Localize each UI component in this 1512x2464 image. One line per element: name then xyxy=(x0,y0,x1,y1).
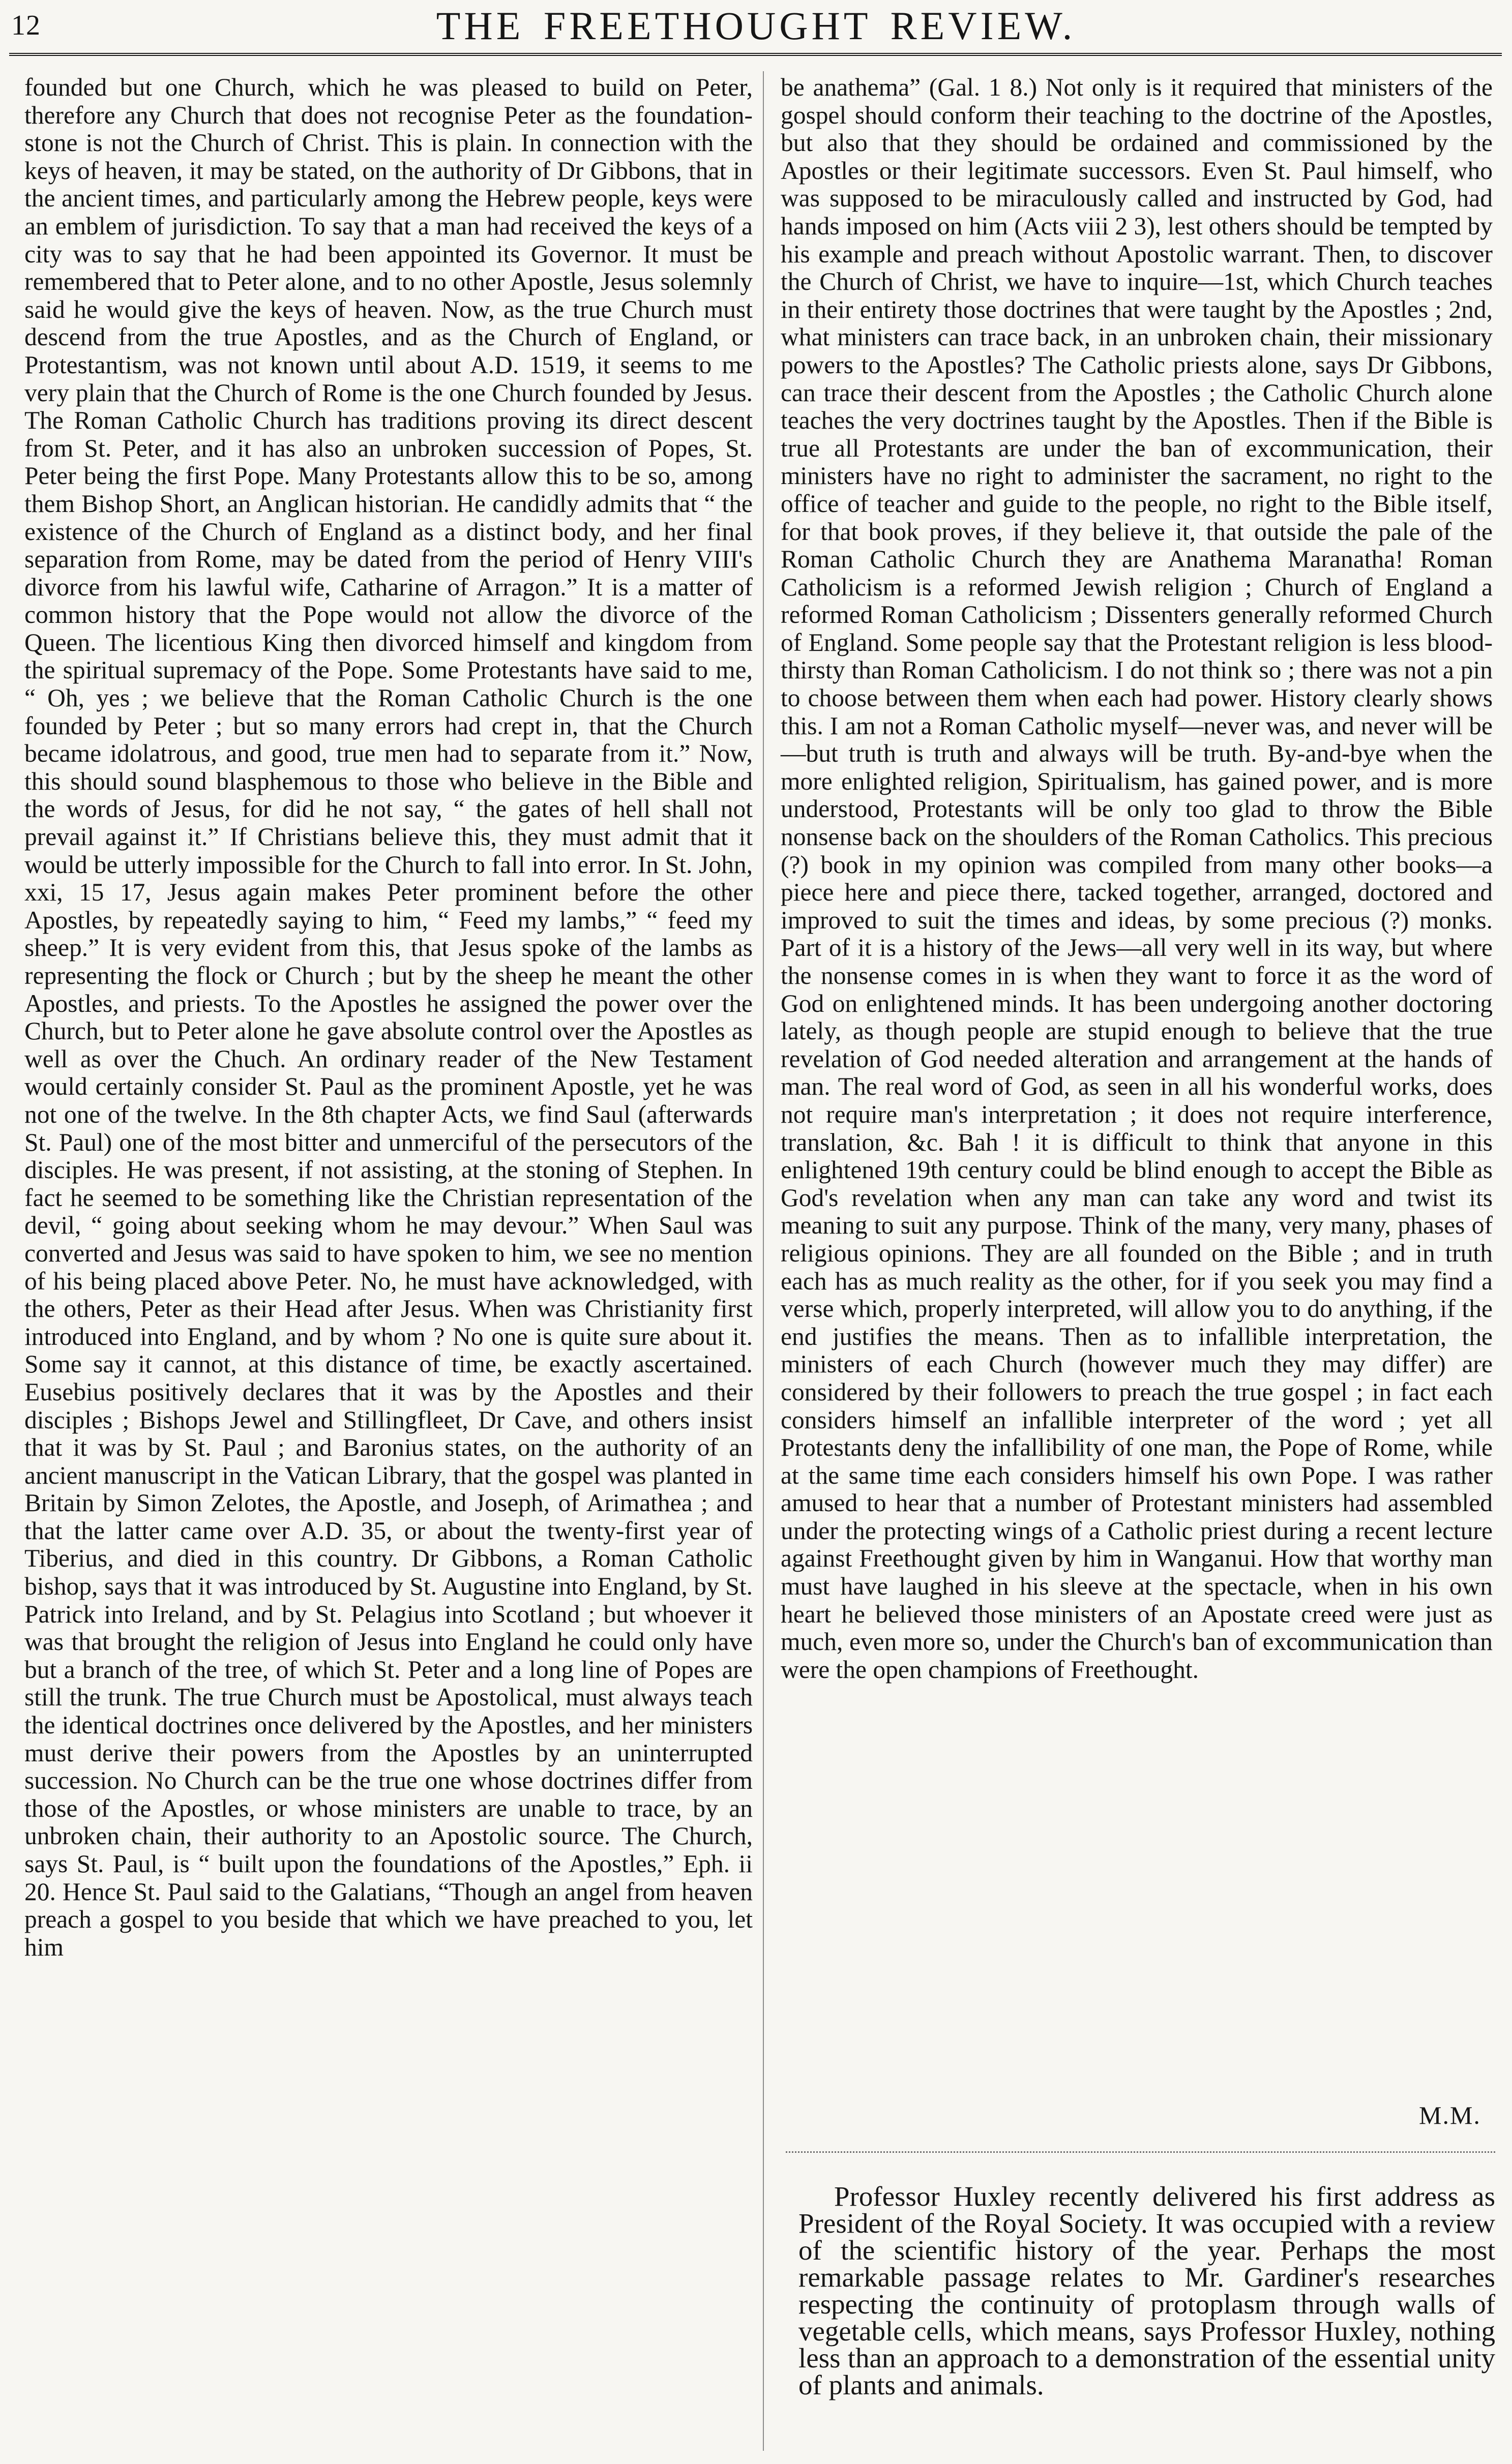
author-signature: M.M. xyxy=(1419,2101,1481,2129)
left-column xyxy=(24,74,753,1961)
right-column-text: be anathema” (Gal. 1 8.) Not only is it required that ministers of the gospel should conform their teaching to the doctrine of the Apostles, but also that they should be ordained and commissioned by the Apostles or their legitimate successors. Even St. Paul himself, who was supposed to be miraculously called and instructed by God, had hands imposed on him (Acts viii 2 3), lest others should be tempted by his example and preach without Apostolic warrant. Then, to discover the Church of Christ, we have to inquire—1st, which Church teaches in their entirety those doctrines that were taught by the Apostles ; 2nd, what ministers can trace back, in an unbroken chain, their missionary powers to the Apostles? The Catholic priests alone, says Dr Gibbons, can trace their descent from the Apostles ; the Catholic Church alone teaches the very doctrines taught by the Apostles. Then if the Bible is true all Protestants are under the ban of excommunication, their ministers have no right to administer the sacrament, no right to the office of teacher and guide to the people, no right to the Bible itself, for that book proves, if they believe it, that outside the pale of the Roman Catholic Church they are Anathema Maranatha! Roman Catholicism is a reformed Jewish religion ; Church of England a reformed Roman Catholicism ; Dissenters generally reformed Church of England. Some people say that the Protestant religion is less blood-thirsty than Roman Catholicism. I do not think so ; there was not a pin to choose between them when each had power. History clearly shows this. I am not a Roman Catholic myself—never was, and never will be—but truth is truth and always will be truth. By-and-bye when the more enlighted religion, Spiritualism, has gained power, and is more understood, Protestants will be only too glad to throw the Bible nonsense back on the shoulders of the Roman Catholics. This precious (?) book in my opinion was compiled from many other books—a piece here and piece there, tacked together, arranged, doctored and improved to suit the times and ideas, by some precious (?) monks. Part of it is a history of the Jews—all very well in its way, but where the nonsense comes in is when they want to force it as the word of God on enlightened minds. It has been undergoing another doctoring lately, as though people are stupid enough to believe that the true revelation of God needed alteration and arrangement at the hands of man. The real word of God, as seen in all his wonderful works, does not require man's interpretation ; it does not require interference, translation, &c. Bah ! it is difficult to think that anyone in this enlightened 19th century could be blind enough to accept the Bible as God's revelation when any man can take any word and twist its meaning to suit any purpose. Think of the many, very many, phases of religious opinions. They are all founded on the Bible ; and in truth each has as much reality as the other, for if you seek you may find a verse which, properly interpreted, will allow you to do anything, if the end justifies the means. Then as to infallible interpretation, the ministers of each Church (however much they may differ) are considered by their followers to preach the true gospel ; in fact each considers himself an infallible interpreter of the word ; yet all Protestants deny the infallibility of one man, the Pope of Rome, while at the same time each considers himself his own Pope. I was rather amused to hear that a number of Protestant ministers had assembled under the protecting wings of a Catholic priest during a recent lecture against Freethought given by him in Wanganui. How that worthy man must have laughed in his sleeve at the spectacle, when in his own heart he believed those ministers of an Apostate creed were just as much, even more so, under the Church's ban of excommunication than were the open champions of Freethought. xyxy=(781,73,1493,1684)
header-rule xyxy=(9,53,1502,56)
huxley-note-text: Professor Huxley recently delivered his first address as President of the Royal Society. It was occupied with a review of the scientific history of the year. Perhaps the most remarkable passage relates to Mr. Gardiner's researches respecting the continuity of protoplasm through walls of vegetable cells, which means, says Professor Huxley, nothing less than an approach to a demonstration of the essential unity of plants and animals. xyxy=(798,2181,1495,2400)
section-separator xyxy=(786,2151,1495,2153)
left-column-text: founded but one Church, which he was pleased to build on Peter, therefore any Church that does not recognise Peter as the foundation-stone is not the Church of Christ. This is plain. In connection with the keys of heaven, it may be stated, on the authority of Dr Gibbons, that in the ancient times, and particularly among the Hebrew people, keys were an emblem of jurisdiction. To say that a man had received the keys of a city was to say that he had been appointed its Governor. It must be remembered that to Peter alone, and to no other Apostle, Jesus solemnly said he would give the keys of heaven. Now, as the true Church must descend from the true Apostles, and as the Church of England, or Protestantism, was not known until about A.D. 1519, it seems to me very plain that the Church of Rome is the one Church founded by Jesus. The Roman Catholic Church has traditions proving its direct descent from St. Peter, and it has also an unbroken succession of Popes, St. Peter being the first Pope. Many Protestants allow this to be so, among them Bishop Short, an Anglican historian. He candidly admits that “ the existence of the Church of England as a distinct body, and her final separation from Rome, may be dated from the period of Henry VIII's divorce from his lawful wife, Catharine of Arragon.” It is a matter of common history that the Pope would not allow the divorce of the Queen. The licentious King then divorced himself and kingdom from the spiritual supremacy of the Pope. Some Protestants have said to me, “ Oh, yes ; we believe that the Roman Catholic Church is the one founded by Peter ; but so many errors had crept in, that the Church became idolatrous, and good, true men had to separate from it.” Now, this should sound blasphemous to those who believe in the Bible and the words of Jesus, for did he not say, “ the gates of hell shall not prevail against it.” If Christians believe this, they must admit that it would be utterly impossible for the Church to fall into error. In St. John, xxi, 15 17, Jesus again makes Peter prominent before the other Apostles, by repeatedly saying to him, “ Feed my lambs,” “ feed my sheep.” It is very evident from this, that Jesus spoke of the lambs as representing the flock or Church ; but by the sheep he meant the other Apostles, and priests. To the Apostles he assigned the power over the Church, but to Peter alone he gave absolute control over the Apostles as well as over the Chuch. An ordinary reader of the New Testament would certainly consider St. Paul as the prominent Apostle, yet he was not one of the twelve. In the 8th chapter Acts, we find Saul (afterwards St. Paul) one of the most bitter and unmerciful of the persecutors of the disciples. He was present, if not assisting, at the stoning of Stephen. In fact he seemed to be something like the Christian representation of the devil, “ going about seeking whom he may devour.” When Saul was converted and Jesus was said to have spoken to him, we see no mention of his being placed above Peter. No, he must have acknowledged, with the others, Peter as their Head after Jesus. When was Christianity first introduced into England, and by whom ? No one is quite sure about it. Some say it cannot, at this distance of time, be exactly ascertained. Eusebius positively declares that it was by the Apostles and their disciples ; Bishops Jewel and Stillingfleet, Dr Cave, and others insist that it was by St. Paul ; and Baronius states, on the authority of an ancient manuscript in the Vatican Library, that the gospel was planted in Britain by Simon Zelotes, the Apostle, and Joseph, of Arimathea ; and that the latter came over A.D. 35, or about the twenty-first year of Tiberius, and died in this country. Dr Gibbons, a Roman Catholic bishop, says that it was introduced by St. Augustine into England, by St. Patrick into Ireland, and by St. Pelagius into Scotland ; but whoever it was that brought the religion of Jesus into England he could only have but a branch of the tree, of which St. Peter and a long line of Popes are still the trunk. The true Church must be Apostolical, must always teach the identical doctrines once delivered by the Apostles, and her ministers must derive their powers from the Apostles by an uninterrupted succession. No Church can be the true one whose doctrines differ from those of the Apostles, or whose ministers are unable to trace, by an unbroken chain, their authority to an Apostolic source. The Church, says St. Paul, is “ built upon the foundations of the Apostles,” Eph. ii 20. Hence St. Paul said to the Galatians, “Though an angel from heaven preach a gospel to you beside that which we have preached to you, let him xyxy=(24,73,753,1961)
right-column xyxy=(781,74,1493,1684)
huxley-note xyxy=(798,2183,1495,2398)
page-header xyxy=(0,0,1512,56)
journal-title: THE FREETHOUGHT REVIEW. xyxy=(436,4,1076,48)
column-divider xyxy=(763,71,764,2451)
page-number: 12 xyxy=(11,10,41,41)
